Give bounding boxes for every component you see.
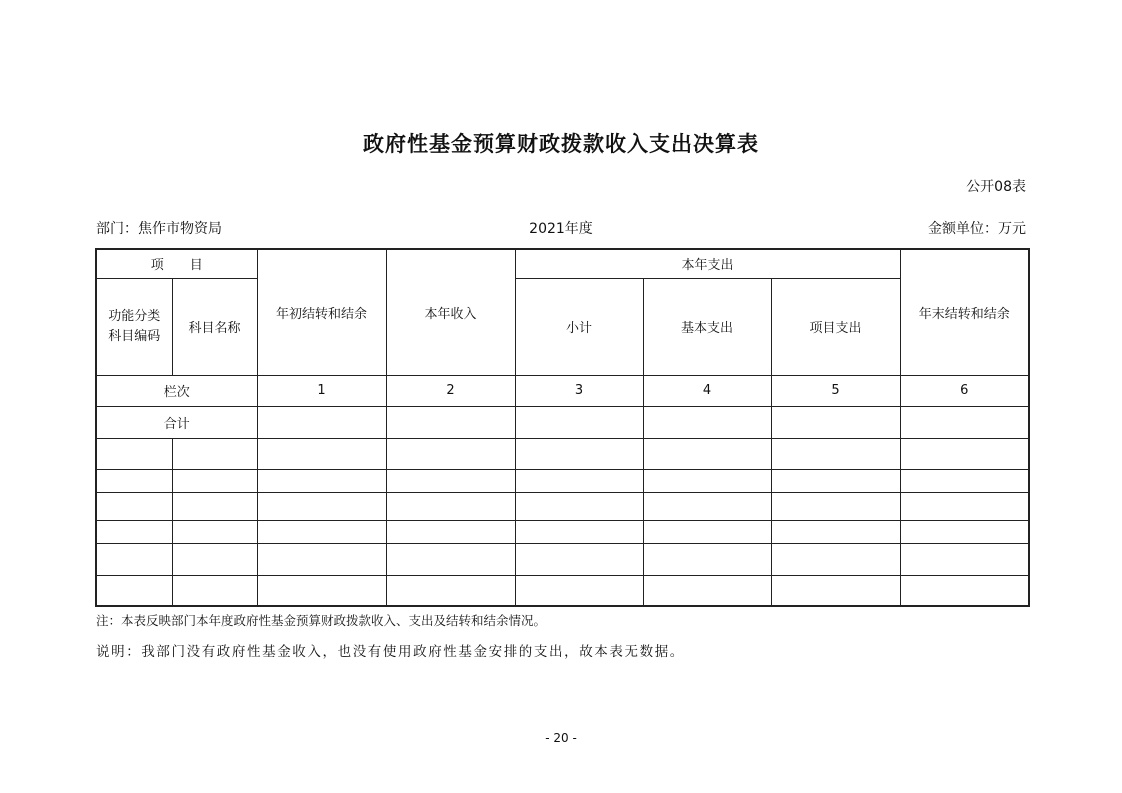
table-row: [96, 575, 1029, 606]
col-number: 5: [771, 375, 900, 406]
unit-label: 金额单位：万元: [928, 221, 1026, 237]
table-cell: [771, 406, 900, 438]
page-title: 政府性基金预算财政拨款收入支出决算表: [363, 132, 759, 156]
header-project-expenditure: 项目支出: [771, 278, 900, 375]
table-row: [96, 492, 1029, 520]
total-label: 合计: [96, 406, 257, 438]
header-item: 项 目: [96, 249, 257, 278]
explanation-text: 说明：我部门没有政府性基金收入，也没有使用政府性基金安排的支出，故本表无数据。: [96, 644, 685, 660]
year-label: 2021年度: [529, 221, 593, 237]
fund-table: [95, 248, 1030, 607]
table-note: 注：本表反映部门本年度政府性基金预算财政拨款收入、支出及结转和结余情况。: [96, 613, 547, 628]
table-row: [96, 520, 1029, 543]
header-closing-balance: 年末结转和结余: [900, 249, 1029, 375]
col-number: 2: [386, 375, 515, 406]
header-subtotal: 小计: [515, 278, 643, 375]
header-function-code: 功能分类 科目编码: [96, 278, 172, 375]
header-subject-name: 科目名称: [172, 278, 257, 375]
table-cell: [386, 406, 515, 438]
row-index-label: 栏次: [96, 375, 257, 406]
table-row: [96, 543, 1029, 575]
table-cell: [643, 406, 771, 438]
header-opening-balance: 年初结转和结余: [257, 249, 386, 375]
form-number: 公开08表: [966, 179, 1026, 195]
col-number: 6: [900, 375, 1029, 406]
col-number: 3: [515, 375, 643, 406]
col-number: 1: [257, 375, 386, 406]
table-cell: [900, 406, 1029, 438]
header-income: 本年收入: [386, 249, 515, 375]
header-basic-expenditure: 基本支出: [643, 278, 771, 375]
table-cell: [515, 406, 643, 438]
header-year-expenditure: 本年支出: [515, 249, 900, 278]
table-cell: [257, 406, 386, 438]
table-row: [96, 438, 1029, 469]
table-row: [96, 469, 1029, 492]
page-number: - 20 -: [545, 731, 577, 745]
department-label: 部门：焦作市物资局: [96, 221, 222, 237]
col-number: 4: [643, 375, 771, 406]
